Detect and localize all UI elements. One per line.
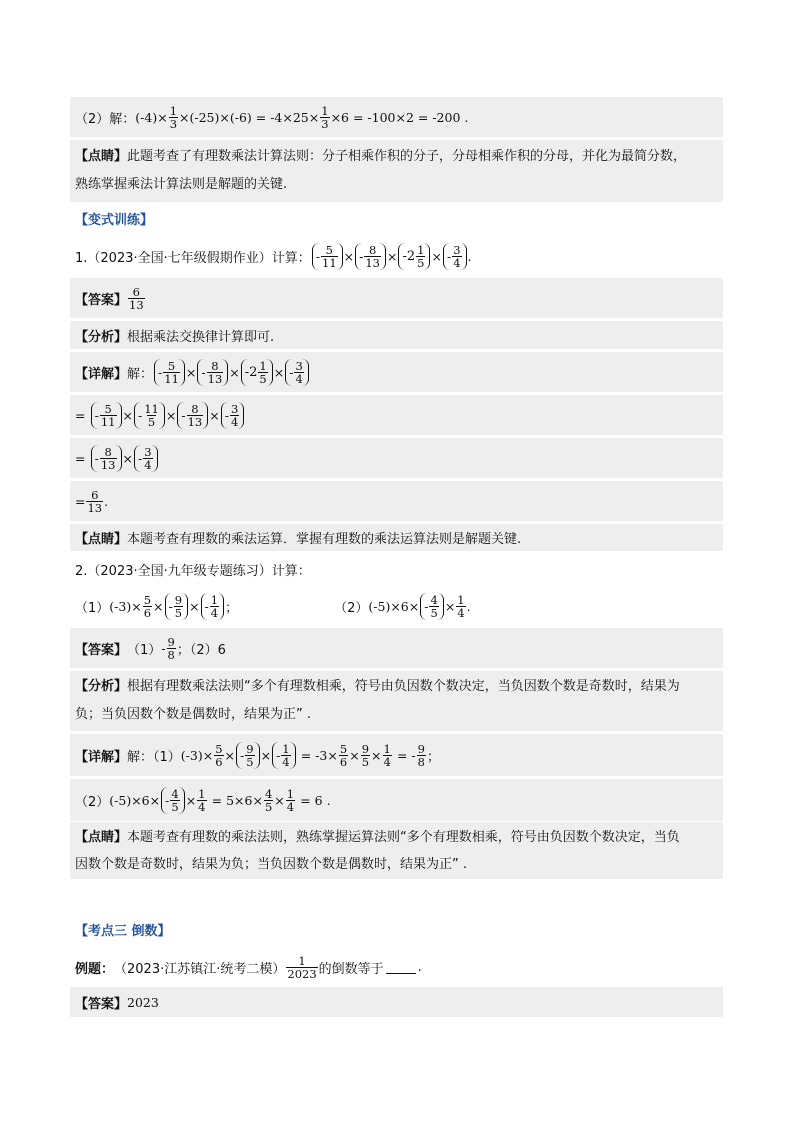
paren: [134, 445, 158, 472]
paren: [134, 402, 165, 429]
sign: -: [94, 407, 99, 423]
tip-text: 熟练掌握乘法计算法则是解题的关键.: [75, 177, 288, 192]
analysis-tag: 【分析】: [75, 329, 128, 345]
analysis-text: 负；当负因数个数是偶数时，结果为正” .: [75, 707, 311, 722]
denominator: 4: [282, 754, 290, 769]
numerator: 9: [246, 741, 254, 756]
mixed-int: -2: [402, 248, 416, 264]
denominator: 3: [321, 116, 329, 131]
paren: [201, 593, 225, 620]
times: ×: [153, 598, 164, 614]
numerator: 1: [417, 242, 425, 257]
answer-tag: 【答案】: [75, 292, 128, 308]
fraction: [86, 489, 103, 514]
tip-text: 此题考查了有理数乘法计算法则：分子相乘作积的分子，分母相乘作积的分母，并化为最简分数，: [127, 149, 687, 164]
numerator: 3: [453, 242, 461, 257]
q2-analysis: [70, 671, 723, 731]
answer-text: ；（2）6: [176, 642, 226, 658]
denominator: 13: [129, 297, 144, 312]
times: ×: [260, 747, 272, 763]
equals: =: [75, 407, 86, 423]
mixed-number: [245, 360, 269, 385]
numerator: 8: [211, 358, 219, 373]
fraction: [258, 360, 267, 385]
question-2-parts: [70, 586, 723, 626]
numerator: 4: [430, 592, 438, 607]
numerator: 3: [144, 444, 152, 459]
numerator: 8: [191, 401, 199, 416]
fraction: [163, 360, 180, 385]
denominator: 4: [457, 605, 465, 620]
times: ×: [122, 450, 133, 466]
denominator: 13: [87, 500, 103, 515]
sign: -: [424, 598, 429, 614]
times: ×: [349, 747, 360, 763]
label: （2）解：: [75, 111, 136, 127]
fraction: [197, 788, 206, 813]
fraction: [339, 743, 348, 768]
tip-tag: 【点睛】: [75, 830, 128, 845]
numerator: 8: [104, 444, 112, 459]
period: .: [417, 959, 422, 975]
denominator: 11: [164, 371, 179, 386]
denominator: 11: [322, 255, 337, 270]
fraction: [429, 594, 438, 619]
sign: -: [181, 407, 186, 423]
fraction: [167, 636, 176, 661]
fraction: [174, 594, 183, 619]
fraction: [143, 403, 160, 428]
example-answer: [70, 987, 723, 1017]
fraction: [286, 955, 317, 980]
detail-tag: 【详解】: [75, 366, 128, 382]
tip-tag: 【点睛】: [75, 149, 128, 164]
fraction: [143, 594, 152, 619]
times: ×: [122, 407, 133, 423]
paren: [161, 787, 185, 814]
numerator: 9: [361, 741, 370, 756]
fraction: [286, 788, 295, 813]
numerator: 1: [286, 786, 295, 801]
sign: -: [165, 792, 170, 808]
sign: -: [289, 364, 294, 380]
separator: ；: [225, 600, 239, 616]
separator: ；: [426, 749, 440, 765]
paren: [236, 742, 260, 769]
question-prefix: 1.（2023·全国·七年级假期作业）计算：: [75, 250, 311, 266]
tip-text: 本题考查有理数的乘法法则，熟练掌握运算法则“多个有理数相乘，符号由负因数个数决定，当负: [127, 830, 680, 845]
paren: [272, 742, 296, 769]
paren: [177, 402, 208, 429]
numerator: 5: [325, 242, 333, 257]
fraction: [170, 788, 179, 813]
paren: [285, 359, 309, 386]
sign: -: [359, 248, 364, 264]
expr-text: = -3×: [300, 747, 338, 763]
variant-heading: 【变式训练】: [75, 212, 154, 228]
numerator: 6: [91, 487, 99, 502]
fraction: [383, 743, 392, 768]
numerator: 4: [264, 786, 273, 801]
example-text: 的倒数等于: [318, 961, 384, 977]
q2-detail-1: [70, 734, 723, 776]
equals: =: [75, 493, 86, 509]
denominator: 4: [198, 799, 206, 814]
analysis-text: 根据乘法交换律计算即可.: [127, 329, 275, 345]
paren: [91, 445, 122, 472]
denominator: 5: [259, 371, 267, 386]
numerator: 5: [339, 741, 348, 756]
part-label: （2）: [75, 794, 110, 810]
denominator: 5: [430, 605, 438, 620]
sign: -: [446, 248, 452, 264]
numerator: 3: [230, 401, 239, 416]
expr-text: = 6 .: [300, 792, 331, 808]
denominator: 11: [100, 414, 116, 429]
example-question: [70, 950, 723, 984]
sign: -: [158, 364, 163, 380]
expr-text: = 5×6×: [211, 792, 263, 808]
fraction: [128, 286, 145, 311]
part-label: （2）: [334, 600, 369, 616]
times: ×: [229, 364, 240, 380]
times: ×: [224, 747, 236, 763]
point3-heading: 【考点三 倒数】: [75, 923, 171, 939]
numerator: 5: [167, 358, 176, 373]
question-1: [70, 236, 723, 276]
fraction: [364, 244, 381, 269]
sign: -: [276, 747, 281, 763]
expr-text: ×6 = -100×2 = -200 .: [330, 109, 469, 125]
sign: -: [201, 364, 206, 380]
times: ×: [185, 364, 197, 380]
denominator: 6: [143, 605, 152, 620]
analysis-text: 根据有理数乘法法则“多个有理数相乘，符号由负因数个数决定，当负因数个数是奇数时，结果为: [127, 679, 680, 694]
denominator: 4: [453, 255, 461, 270]
times: ×: [387, 248, 398, 264]
answer-text: 2023: [127, 994, 159, 1010]
fraction: [456, 594, 465, 619]
expr-text: = -: [396, 747, 416, 763]
denominator: 2023: [287, 966, 317, 981]
q1-detail-step4: [70, 481, 723, 521]
fraction: [207, 360, 224, 385]
fraction: [321, 244, 338, 269]
q1-tip: [70, 524, 723, 551]
denominator: 13: [187, 414, 203, 429]
paren: [221, 402, 245, 429]
analysis-tag: 【分析】: [75, 679, 128, 694]
part-label: （1）: [75, 600, 110, 616]
tip-tag: 【点睛】: [75, 532, 128, 547]
answer-tag: 【答案】: [75, 996, 128, 1012]
denominator: 4: [286, 799, 295, 814]
denominator: 5: [171, 799, 179, 814]
q1-analysis: [70, 321, 723, 349]
q2-answer: [70, 628, 723, 668]
numerator: 5: [215, 741, 223, 756]
fraction: [100, 403, 117, 428]
times: ×: [371, 747, 382, 763]
numerator: 1: [298, 953, 306, 968]
numerator: 11: [144, 401, 159, 416]
times: ×: [185, 792, 197, 808]
expr-text: ×(-25)×(-6) = -4×25×: [179, 109, 320, 125]
paren: [154, 359, 185, 386]
fraction: [245, 743, 254, 768]
denominator: 5: [246, 754, 254, 769]
solution-part2: [70, 97, 723, 137]
paren: [165, 593, 189, 620]
fraction: [294, 360, 303, 385]
question-prefix: 2.（2023·全国·九年级专题练习）计算：: [75, 563, 311, 579]
detail-prefix: 解：（1）: [127, 749, 181, 765]
example-label: 例题：: [75, 961, 115, 977]
q1-detail-step3: [70, 438, 723, 478]
fraction: [264, 788, 273, 813]
mixed-int: -2: [244, 364, 258, 380]
denominator: 5: [361, 754, 370, 769]
denominator: 4: [230, 414, 239, 429]
denominator: 8: [167, 647, 175, 662]
paren: [91, 402, 122, 429]
denominator: 5: [147, 414, 156, 429]
paren: [443, 243, 467, 270]
times: ×: [444, 598, 456, 614]
q1-detail-step2: [70, 395, 723, 435]
denominator: 4: [383, 754, 391, 769]
expr-text: (-5)×6×: [368, 598, 420, 614]
fraction: [320, 105, 329, 130]
period: .: [467, 248, 472, 264]
q2-tip: [70, 822, 723, 879]
period: .: [104, 493, 109, 509]
numerator: 1: [210, 592, 219, 607]
paren: [241, 359, 273, 386]
times: ×: [273, 364, 285, 380]
denominator: 5: [174, 605, 183, 620]
numerator: 8: [369, 242, 377, 257]
numerator: 1: [321, 103, 329, 118]
sign: -: [137, 450, 143, 466]
sign: -: [224, 407, 229, 423]
times: ×: [274, 792, 285, 808]
denominator: 4: [144, 457, 152, 472]
paren: [312, 243, 343, 270]
numerator: 1: [282, 741, 290, 756]
tip-text: 因数个数是奇数时，结果为负；当负因数个数是偶数时，结果为正” .: [75, 857, 467, 872]
expr-text: (-5)×6×: [109, 792, 161, 808]
numerator: 3: [295, 358, 303, 373]
paren: [420, 593, 444, 620]
numerator: 6: [132, 284, 140, 299]
times: ×: [431, 248, 442, 264]
period: .: [466, 598, 471, 614]
denominator: 8: [417, 754, 425, 769]
detail-tag: 【详解】: [75, 749, 128, 765]
fraction: [169, 105, 178, 130]
numerator: 1: [198, 786, 206, 801]
denominator: 3: [169, 116, 178, 131]
fraction: [214, 743, 223, 768]
numerator: 1: [457, 592, 465, 607]
tip-block: [70, 140, 723, 202]
denominator: 13: [100, 457, 116, 472]
numerator: 4: [171, 786, 179, 801]
fraction: [417, 743, 426, 768]
numerator: 9: [174, 592, 183, 607]
denominator: 13: [207, 371, 223, 386]
numerator: 9: [167, 634, 175, 649]
denominator: 13: [365, 255, 380, 270]
sign: -: [315, 248, 320, 264]
sign: -: [204, 598, 209, 614]
fraction: [210, 594, 219, 619]
paren: [355, 243, 386, 270]
numerator: 9: [417, 741, 425, 756]
denominator: 6: [215, 754, 223, 769]
expr-text: (-4)×: [135, 109, 168, 125]
denominator: 4: [210, 605, 219, 620]
answer-blank: [386, 961, 416, 974]
sign: -: [94, 450, 99, 466]
denominator: 5: [417, 255, 425, 270]
sign: -: [168, 598, 173, 614]
question-2: [70, 557, 723, 581]
denominator: 6: [339, 754, 348, 769]
numerator: 5: [143, 592, 152, 607]
numerator: 1: [383, 741, 391, 756]
sign: -: [161, 640, 166, 656]
fraction: [143, 446, 152, 471]
numerator: 1: [259, 358, 267, 373]
fraction: [187, 403, 204, 428]
answer-tag: 【答案】: [75, 642, 128, 658]
denominator: 4: [295, 371, 303, 386]
part-label: （1）: [127, 642, 162, 658]
times: ×: [165, 407, 177, 423]
numerator: 5: [104, 401, 112, 416]
expr-text: (-3)×: [109, 598, 142, 614]
example-source: （2023·江苏镇江·统考二模）: [114, 961, 286, 977]
numerator: 1: [169, 103, 178, 118]
fraction: [361, 743, 370, 768]
fraction: [230, 403, 239, 428]
paren: [197, 359, 228, 386]
sign: -: [240, 747, 245, 763]
fraction: [100, 446, 117, 471]
times: ×: [189, 598, 200, 614]
equals: =: [75, 450, 86, 466]
detail-prefix: 解：: [127, 366, 154, 382]
q1-answer: [70, 278, 723, 318]
fraction: [452, 244, 461, 269]
tip-text: 本题考查有理数的乘法运算．掌握有理数的乘法运算法则是解题关键.: [127, 532, 522, 547]
times: ×: [209, 407, 220, 423]
fraction: [416, 244, 425, 269]
mixed-number: [402, 244, 426, 269]
denominator: 5: [264, 799, 273, 814]
times: ×: [343, 248, 355, 264]
sign: -: [137, 407, 143, 423]
fraction: [281, 743, 290, 768]
q2-detail-2: [70, 779, 723, 821]
expr-text: (-3)×: [180, 747, 214, 763]
q1-detail-step1: [70, 352, 723, 392]
paren: [398, 243, 430, 270]
